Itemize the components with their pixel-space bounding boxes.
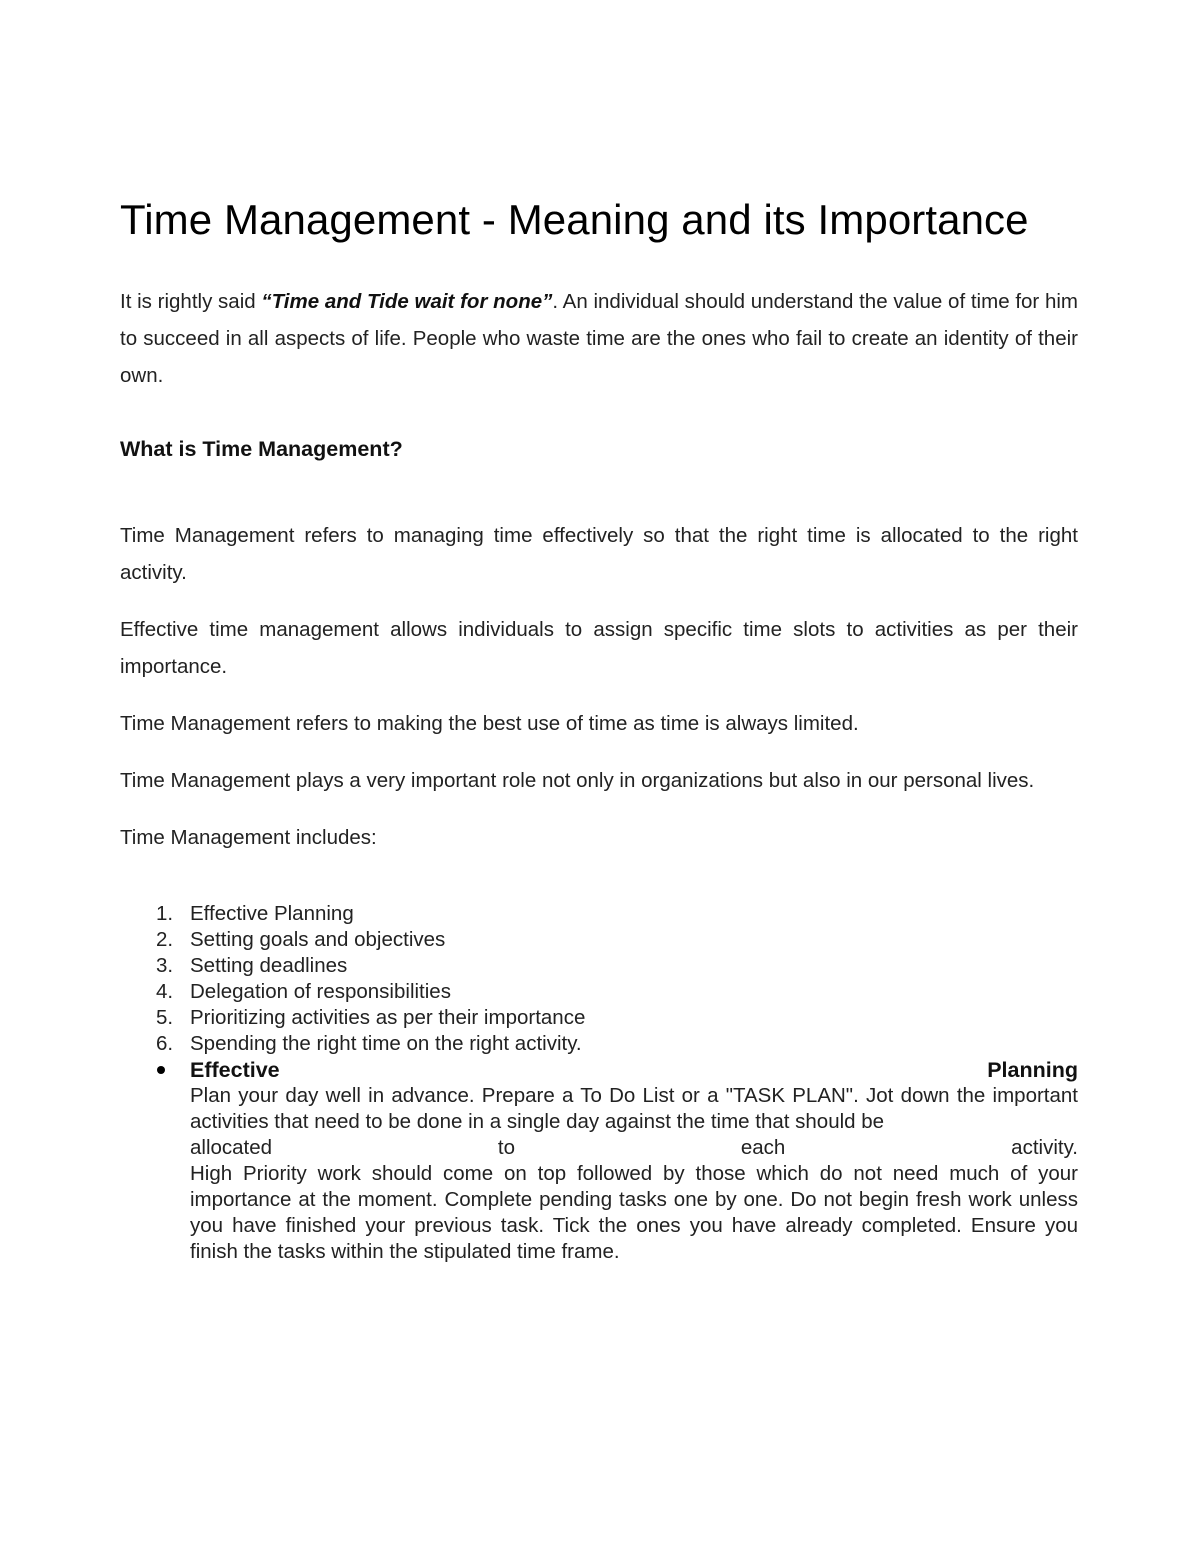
role-paragraph: Time Management plays a very important role not only in organizations but also in our personal lives. <box>120 769 1035 792</box>
list-item-text: Setting deadlines <box>190 954 348 977</box>
list-item <box>120 1005 1078 1031</box>
includes-list <box>120 901 1078 1057</box>
list-item <box>120 901 1078 927</box>
list-item-number: 1. <box>156 902 174 925</box>
spread-word: activity. <box>1011 1136 1078 1159</box>
page-title: Time Management - Meaning and its Importance <box>120 196 1029 243</box>
list-item-number: 2. <box>156 928 174 951</box>
bullet-text-line1: Plan your day well in advance. Prepare a To Do List or a "TASK PLAN". Jot down the important activities that need to be done in a single day against the time that should be <box>190 1084 1078 1133</box>
bullet-dot-icon <box>157 1066 165 1074</box>
list-item <box>120 953 1078 979</box>
list-item <box>120 927 1078 953</box>
bullet-heading <box>190 1057 1078 1083</box>
definition-paragraph: Time Management refers to managing time effectively so that the right time is allocated to the right activity. <box>120 524 1078 584</box>
intro-text-before: It is rightly said <box>120 290 262 313</box>
section-heading: What is Time Management? <box>120 437 403 461</box>
intro-paragraph <box>120 283 1078 394</box>
list-item-text: Setting goals and objectives <box>190 928 446 951</box>
list-item-number: 5. <box>156 1006 174 1029</box>
list-item-number: 4. <box>156 980 174 1003</box>
spread-word: allocated <box>190 1136 273 1159</box>
intro-quote: “Time and Tide wait for none” <box>261 290 553 313</box>
bullet-spread-line <box>190 1135 1078 1161</box>
list-item-text: Delegation of responsibilities <box>190 980 451 1003</box>
bullet-heading-left: Effective <box>190 1058 280 1082</box>
effective-paragraph: Effective time management allows individuals to assign specific time slots to activities as per their importance. <box>120 618 1078 678</box>
spread-word: to <box>497 1136 516 1159</box>
bullet-heading-right: Planning <box>987 1058 1078 1082</box>
list-item-number: 6. <box>156 1032 174 1055</box>
list-item <box>120 1031 1078 1057</box>
intro-text-after: . An individual should understand the value of time for him to succeed in all aspects of life. People who waste time are the ones who fail to create an identity of their own. <box>120 290 1078 387</box>
list-item-text: Spending the right time on the right activity. <box>190 1032 582 1055</box>
spread-word: each <box>740 1136 786 1159</box>
list-item-number: 3. <box>156 954 174 977</box>
bullet-text-line2: High Priority work should come on top followed by those which do not need much of your importance at the moment. Complete pending tasks one by one. Do not begin fresh work unless you have finished your previous task. Tick the ones you have already completed. Ensure you finish the tasks within the stipulated time frame. <box>190 1162 1078 1263</box>
planning-bullet <box>120 1057 1078 1265</box>
list-item <box>120 979 1078 1005</box>
document-content <box>120 190 1078 1265</box>
includes-paragraph: Time Management includes: <box>120 826 377 849</box>
list-item-text: Effective Planning <box>190 902 354 925</box>
best-use-paragraph: Time Management refers to making the best use of time as time is always limited. <box>120 712 859 735</box>
list-item-text: Prioritizing activities as per their importance <box>190 1006 586 1029</box>
